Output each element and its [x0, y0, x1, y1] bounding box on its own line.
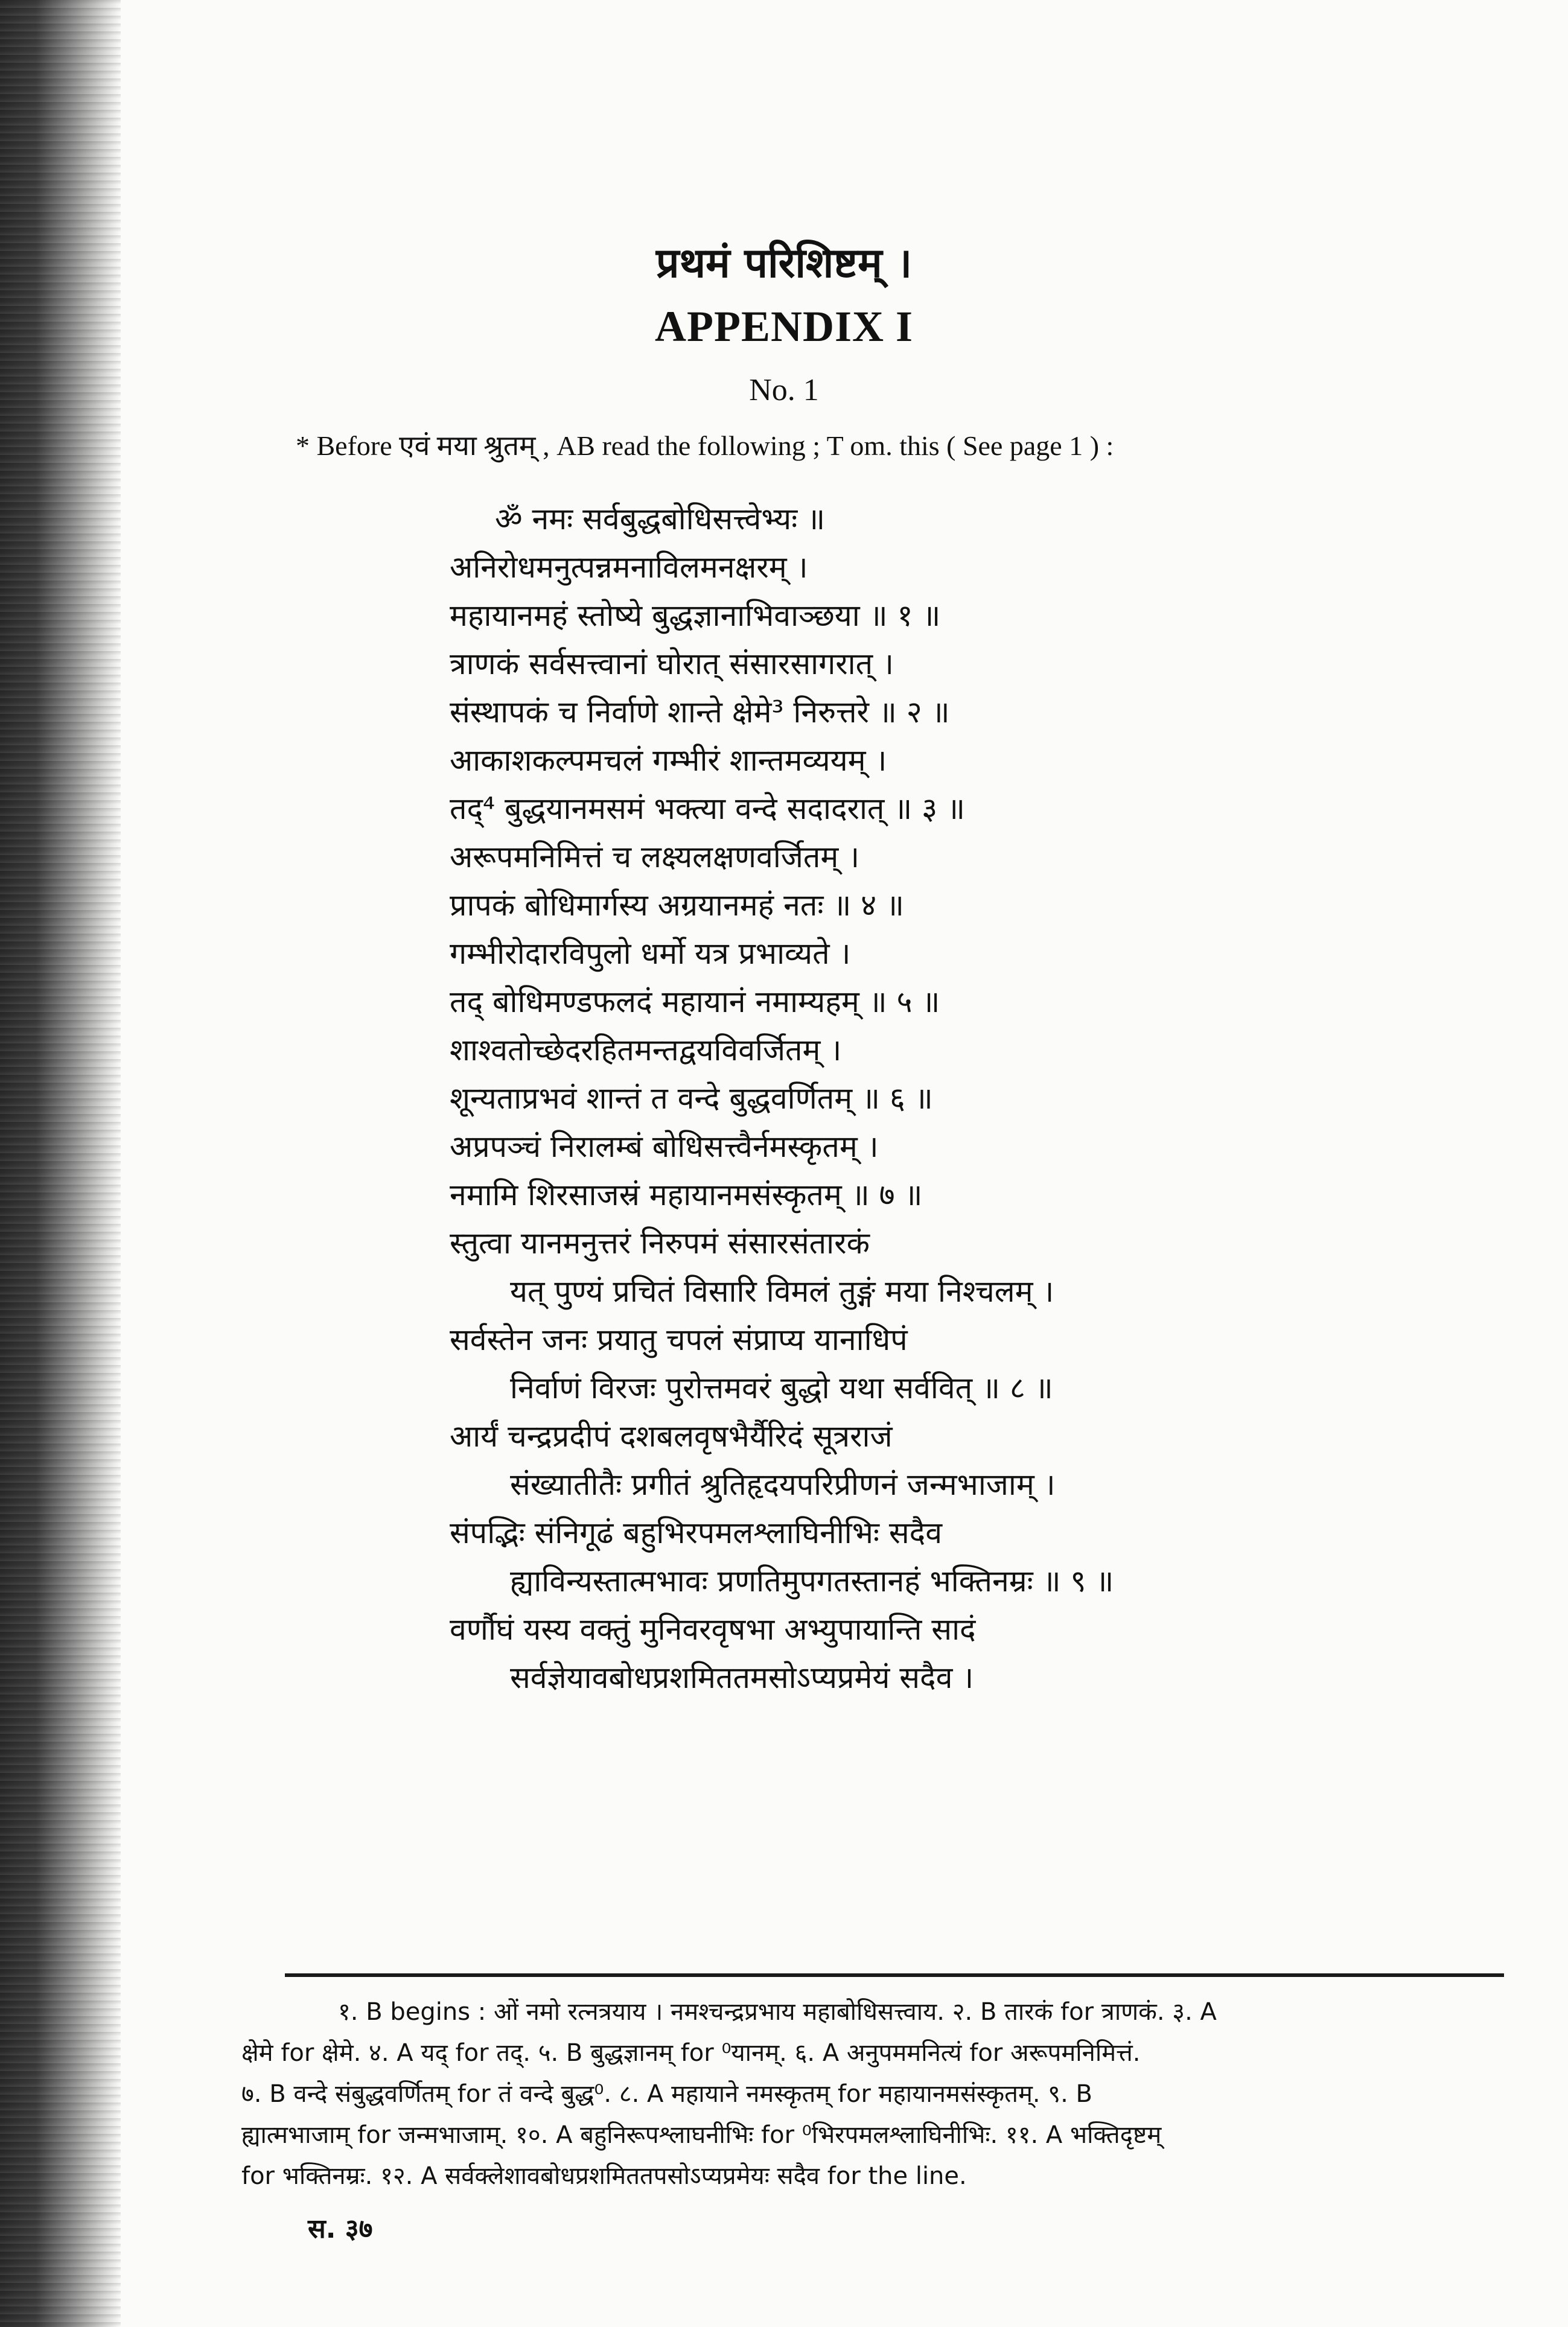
verse-line: महायानमहं स्तोष्ये बुद्धज्ञानाभिवाञ्छया ॥ १ ॥	[450, 598, 941, 633]
footnote-line: ह्यात्मभाजाम् for जन्मभाजाम्. १०. A बहुनिरूपश्लाघनीभिः for ⁰भिरपमलश्लाघिनीभिः. ११. A भक्तिदृष्टम्	[241, 2121, 1162, 2149]
verse-block	[0, 495, 1568, 1943]
intro-note: * Before एवं मया श्रुतम् , AB read the following ; T om. this ( See page 1 ) :	[296, 430, 1114, 461]
verse-line: शाश्वतोच्छेदरहितमन्तद्वयविवर्जितम् ।	[450, 1033, 842, 1068]
verse-line: आकाशकल्पमचलं गम्भीरं शान्तमव्ययम् ।	[450, 743, 887, 778]
verse-line: ॐ नमः सर्वबुद्धबोधिसत्त्वेभ्यः ॥	[495, 501, 826, 536]
verse-line: अनिरोधमनुत्पन्नमनाविलमनक्षरम् ।	[450, 550, 808, 585]
signature-mark: स. ३७	[308, 2214, 373, 2244]
verse-line: संस्थापकं च निर्वाणे शान्ते क्षेमे³ निरुत्तरे ॥ २ ॥	[450, 695, 950, 730]
appendix-number: No. 1	[749, 373, 819, 407]
footnote-line: १. B begins : ओं नमो रत्नत्रयाय । नमश्चन्द्रप्रभाय महाबोधिसत्त्वाय. २. B तारकं for त्राणकं. ३. A	[338, 1998, 1217, 2026]
footnote-line: for भक्तिनम्रः. १२. A सर्वक्लेशावबोधप्रशमिततपसोऽप्यप्रमेयः सदैव for the line.	[241, 2162, 967, 2190]
verse-line: ह्याविन्यस्तात्मभावः प्रणतिमुपगतस्तानहं भक्तिनम्रः ॥ ९ ॥	[510, 1564, 1114, 1599]
verse-line: अरूपमनिमित्तं च लक्ष्यलक्षणवर्जितम् ।	[450, 839, 860, 874]
verse-line: शून्यताप्रभवं शान्तं त वन्दे बुद्धवर्णितम् ॥ ६ ॥	[450, 1081, 933, 1116]
verse-line: गम्भीरोदारविपुलो धर्मो यत्र प्रभाव्यते ।	[450, 936, 851, 971]
verse-line: निर्वाणं विरजः पुरोत्तमवरं बुद्धो यथा सर्ववित् ॥ ८ ॥	[510, 1370, 1053, 1405]
footnote-line: क्षेमे for क्षेमे. ४. A यद् for तद्. ५. B बुद्धज्ञानम् for ⁰यानम्. ६. A अनुपममनित्यं for अरूपमनिमित्तं.	[241, 2039, 1141, 2067]
appendix-title-english: APPENDIX I	[654, 302, 913, 351]
verse-line: तद्⁴ बुद्धयानमसमं भक्त्या वन्दे सदादरात् ॥ ३ ॥	[450, 791, 965, 826]
verse-line: त्राणकं सर्वसत्त्वानां घोरात् संसारसागरात् ।	[450, 646, 894, 681]
verse-line: संपद्भिः संनिगूढं बहुभिरपमलश्लाघिनीभिः सदैव	[450, 1515, 943, 1550]
footnote-rule	[285, 1973, 1504, 1977]
verse-line: वर्णौघं यस्य वक्तुं मुनिवरवृषभा अभ्युपायान्ति सादं	[450, 1612, 976, 1647]
verse-line: यत् पुण्यं प्रचितं विसारि विमलं तुङ्गं मया निश्चलम् ।	[510, 1274, 1054, 1309]
verse-line: स्तुत्वा यानमनुत्तरं निरुपमं संसारसंतारकं	[450, 1226, 870, 1261]
verse-line: आर्यं चन्द्रप्रदीपं दशबलवृषभैर्यैरिदं सूत्रराजं	[450, 1419, 893, 1454]
verse-line: अप्रपञ्चं निरालम्बं बोधिसत्त्वैर्नमस्कृतम् ।	[450, 1129, 879, 1164]
verse-line: संख्यातीतैः प्रगीतं श्रुतिहृदयपरिप्रीणनं जन्मभाजाम् ।	[510, 1467, 1056, 1502]
verse-line: सर्वज्ञेयावबोधप्रशमिततमसोऽप्यप्रमेयं सदैव ।	[510, 1660, 974, 1695]
footnote-line: ७. B वन्दे संबुद्धवर्णितम् for तं वन्दे बुद्ध⁰. ८. A महायाने नमस्कृतम् for महायानमसंस्कृतम्. ९. B	[241, 2080, 1092, 2108]
verse-line: सर्वस्तेन जनः प्रयातु चपलं संप्राप्य यानाधिपं	[450, 1322, 908, 1357]
verse-line: नमामि शिरसाजस्रं महायानमसंस्कृतम् ॥ ७ ॥	[450, 1177, 923, 1212]
verse-line: तद् बोधिमण्डफलदं महायानं नमाम्यहम् ॥ ५ ॥	[450, 984, 940, 1019]
verse-line: प्रापकं बोधिमार्गस्य अग्रयानमहं नतः ॥ ४ ॥	[450, 888, 905, 923]
appendix-title-sanskrit: प्रथमं परिशिष्टम् ।	[655, 240, 913, 287]
